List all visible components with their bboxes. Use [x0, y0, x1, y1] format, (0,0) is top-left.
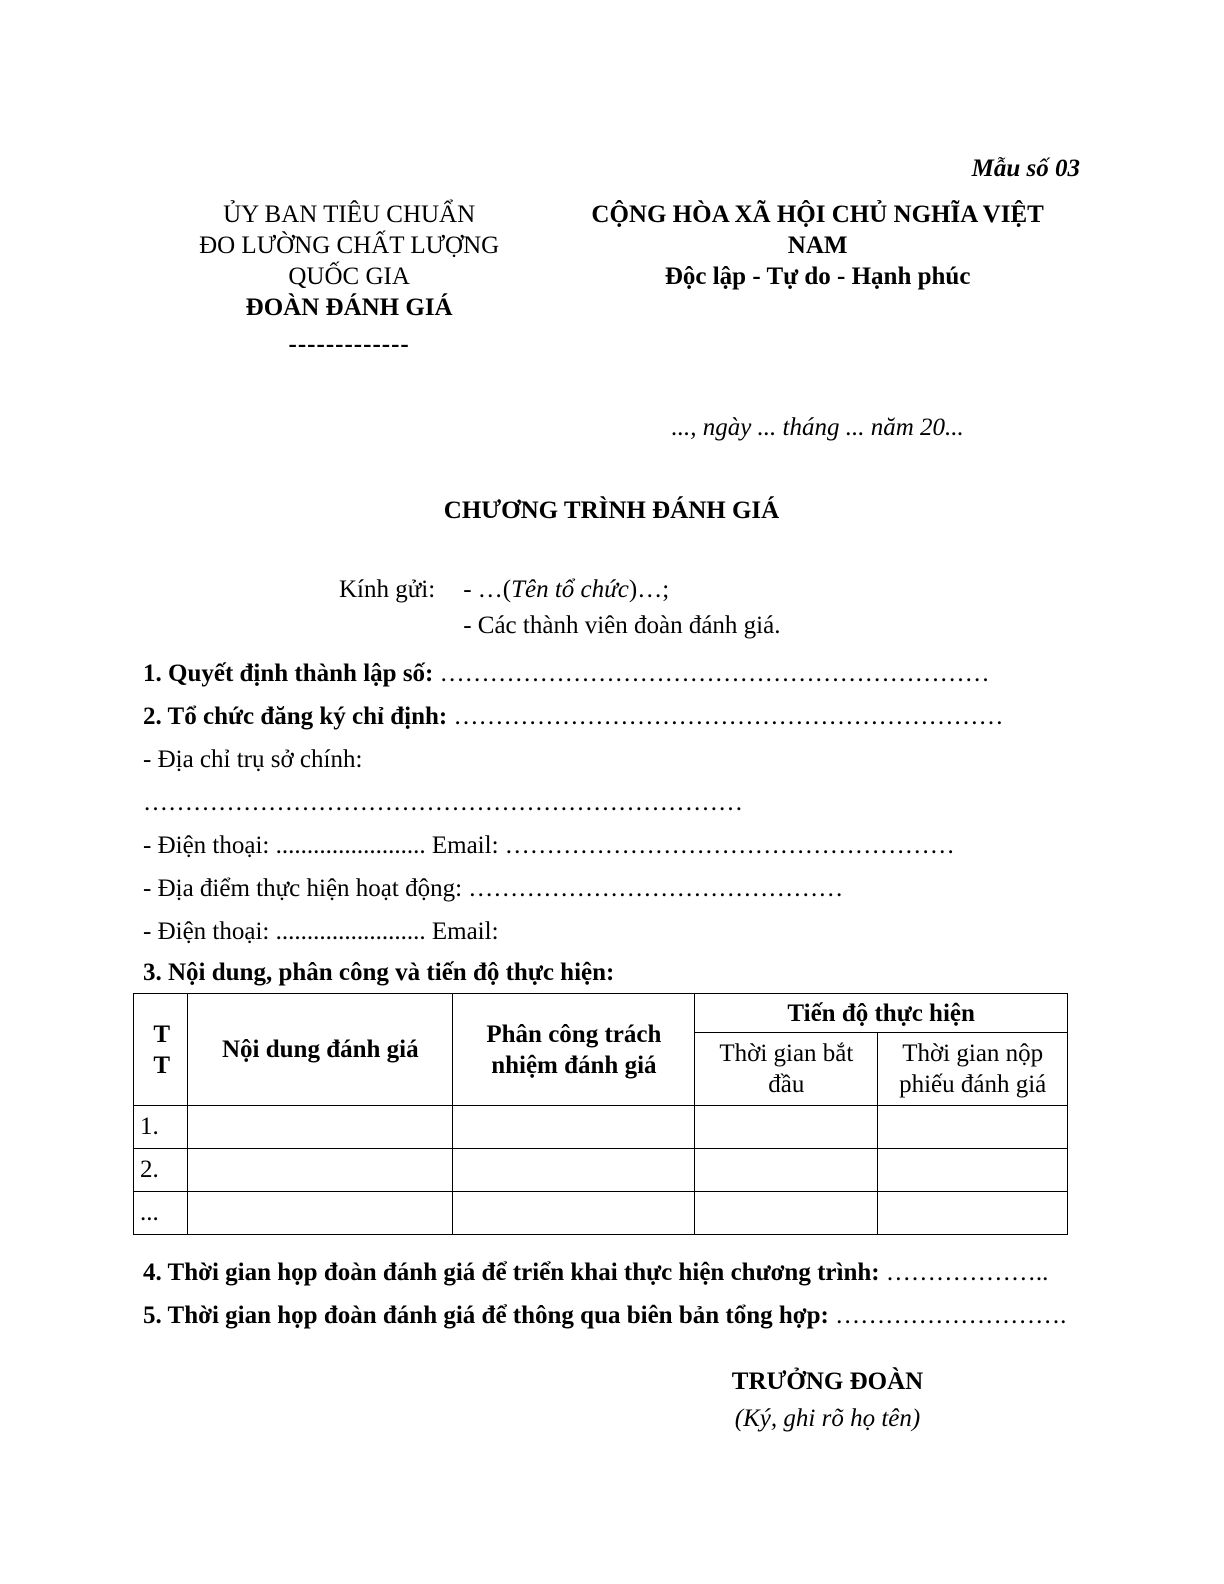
- table-header: [134, 994, 1068, 1106]
- field-label: - Địa điểm thực hiện hoạt động:: [143, 875, 463, 902]
- field-label: 5. Thời gian họp đoàn đánh giá để thông qua biên bản tổng hợp:: [143, 1302, 829, 1329]
- document-title: CHƯƠNG TRÌNH ĐÁNH GIÁ: [443, 497, 780, 524]
- column-header-submit-time: Thời gian nộp phiếu đánh giá: [878, 1033, 1068, 1106]
- field-label: 1. Quyết định thành lập số:: [143, 660, 434, 687]
- field-label: 4. Thời gian họp đoàn đánh giá để triển khai thực hiện chương trình:: [143, 1259, 880, 1286]
- field-registered-organization: [143, 695, 1080, 738]
- dotted-line: ………………………………………………: [498, 832, 955, 859]
- row-1-assignment-cell: [453, 1106, 695, 1149]
- field-label: - Điện thoại:: [143, 832, 270, 859]
- agency-line-2: ĐO LƯỜNG CHẤT LƯỢNG: [199, 232, 500, 259]
- row-2-number: 2.: [134, 1149, 188, 1192]
- row-2-submit-cell: [878, 1149, 1068, 1192]
- field-label: - Điện thoại:: [143, 918, 270, 945]
- document-header: [143, 199, 1080, 360]
- salutation-label: Kính gửi:: [339, 576, 436, 603]
- fields-block: [143, 652, 1080, 993]
- salutation-block: [339, 572, 1080, 644]
- field-label: Email:: [425, 918, 499, 945]
- salutation-recipient-2: - Các thành viên đoàn đánh giá.: [463, 612, 781, 639]
- row-1-submit-cell: [878, 1106, 1068, 1149]
- dotted-line: ……………………….: [828, 1302, 1067, 1329]
- national-title-line-1: CỘNG HÒA XÃ HỘI CHỦ NGHĨA VIỆT: [591, 201, 1044, 228]
- table-body: [134, 1106, 1068, 1235]
- field-phone-email-1: [143, 824, 1080, 867]
- row-3-content-cell: [188, 1192, 453, 1235]
- row-2-assignment-cell: [453, 1149, 695, 1192]
- section-5-line: [143, 1294, 1080, 1337]
- row-2-content-cell: [188, 1149, 453, 1192]
- column-header-content: Nội dung đánh giá: [188, 994, 453, 1106]
- agency-line-1: ỦY BAN TIÊU CHUẨN: [223, 201, 476, 228]
- signature-block: [655, 1363, 1000, 1437]
- national-header-block: [555, 199, 1080, 360]
- row-3-number: ...: [134, 1192, 188, 1235]
- column-header-assignment: Phân công trách nhiệm đánh giá: [453, 994, 695, 1106]
- field-operation-location: [143, 867, 1080, 910]
- column-header-tt-text: TT: [153, 1020, 171, 1079]
- row-3-submit-cell: [878, 1192, 1068, 1235]
- dotted-line: …………………………………………………………: [433, 660, 990, 687]
- column-header-tt: [134, 994, 188, 1106]
- separator-dashes: -------------: [288, 331, 410, 358]
- recipient-1-org-placeholder: Tên tổ chức: [511, 576, 629, 603]
- field-head-office-address-label: [143, 738, 1080, 781]
- column-header-start-time: Thời gian bắt đầu: [695, 1033, 878, 1106]
- row-1-start-cell: [695, 1106, 878, 1149]
- row-3-assignment-cell: [453, 1192, 695, 1235]
- row-2-start-cell: [695, 1149, 878, 1192]
- field-head-office-address-dots: [143, 781, 1080, 824]
- dotted-line: ........................: [269, 832, 426, 859]
- agency-unit: ĐOÀN ĐÁNH GIÁ: [245, 294, 453, 321]
- table-row-3: [134, 1192, 1068, 1235]
- dotted-line: ........................: [269, 918, 426, 945]
- dotted-line: …………………………………………………………: [447, 703, 1004, 730]
- section-4-line: [143, 1251, 1080, 1294]
- field-phone-email-2: [143, 910, 1080, 953]
- agency-line-3: QUỐC GIA: [288, 263, 410, 290]
- dotted-line: ………………………………………: [462, 875, 844, 902]
- table-row-1: [134, 1106, 1068, 1149]
- table-row-2: [134, 1149, 1068, 1192]
- field-label: 2. Tổ chức đăng ký chỉ định:: [143, 703, 448, 730]
- field-label: - Địa chỉ trụ sở chính:: [143, 746, 363, 773]
- salutation-recipients: [463, 572, 780, 644]
- field-decision-number: [143, 652, 1080, 695]
- issuing-agency-block: [143, 199, 555, 360]
- dotted-line: ………………………………………………………………: [143, 789, 743, 816]
- salutation-recipient-1: [463, 572, 780, 608]
- column-header-progress: Tiến độ thực hiện: [695, 994, 1068, 1033]
- signature-note: (Ký, ghi rõ họ tên): [734, 1405, 921, 1432]
- row-1-number: 1.: [134, 1106, 188, 1149]
- section-3-heading: 3. Nội dung, phân công và tiến độ thực hiện:: [143, 959, 615, 986]
- row-1-content-cell: [188, 1106, 453, 1149]
- recipient-1-suffix: )…;: [628, 576, 670, 603]
- assessment-program-table: [133, 993, 1068, 1235]
- signature-title: TRƯỞNG ĐOÀN: [731, 1368, 924, 1395]
- recipient-1-prefix: - …(: [463, 576, 512, 603]
- national-motto: Độc lập - Tự do - Hạnh phúc: [664, 263, 971, 290]
- national-title-line-2: NAM: [787, 232, 848, 259]
- dotted-line: ………………..: [879, 1259, 1049, 1286]
- date-line: ..., ngày ... tháng ... năm 20...: [671, 414, 964, 441]
- row-3-start-cell: [695, 1192, 878, 1235]
- field-label: Email:: [425, 832, 499, 859]
- form-number: Mẫu số 03: [971, 155, 1080, 182]
